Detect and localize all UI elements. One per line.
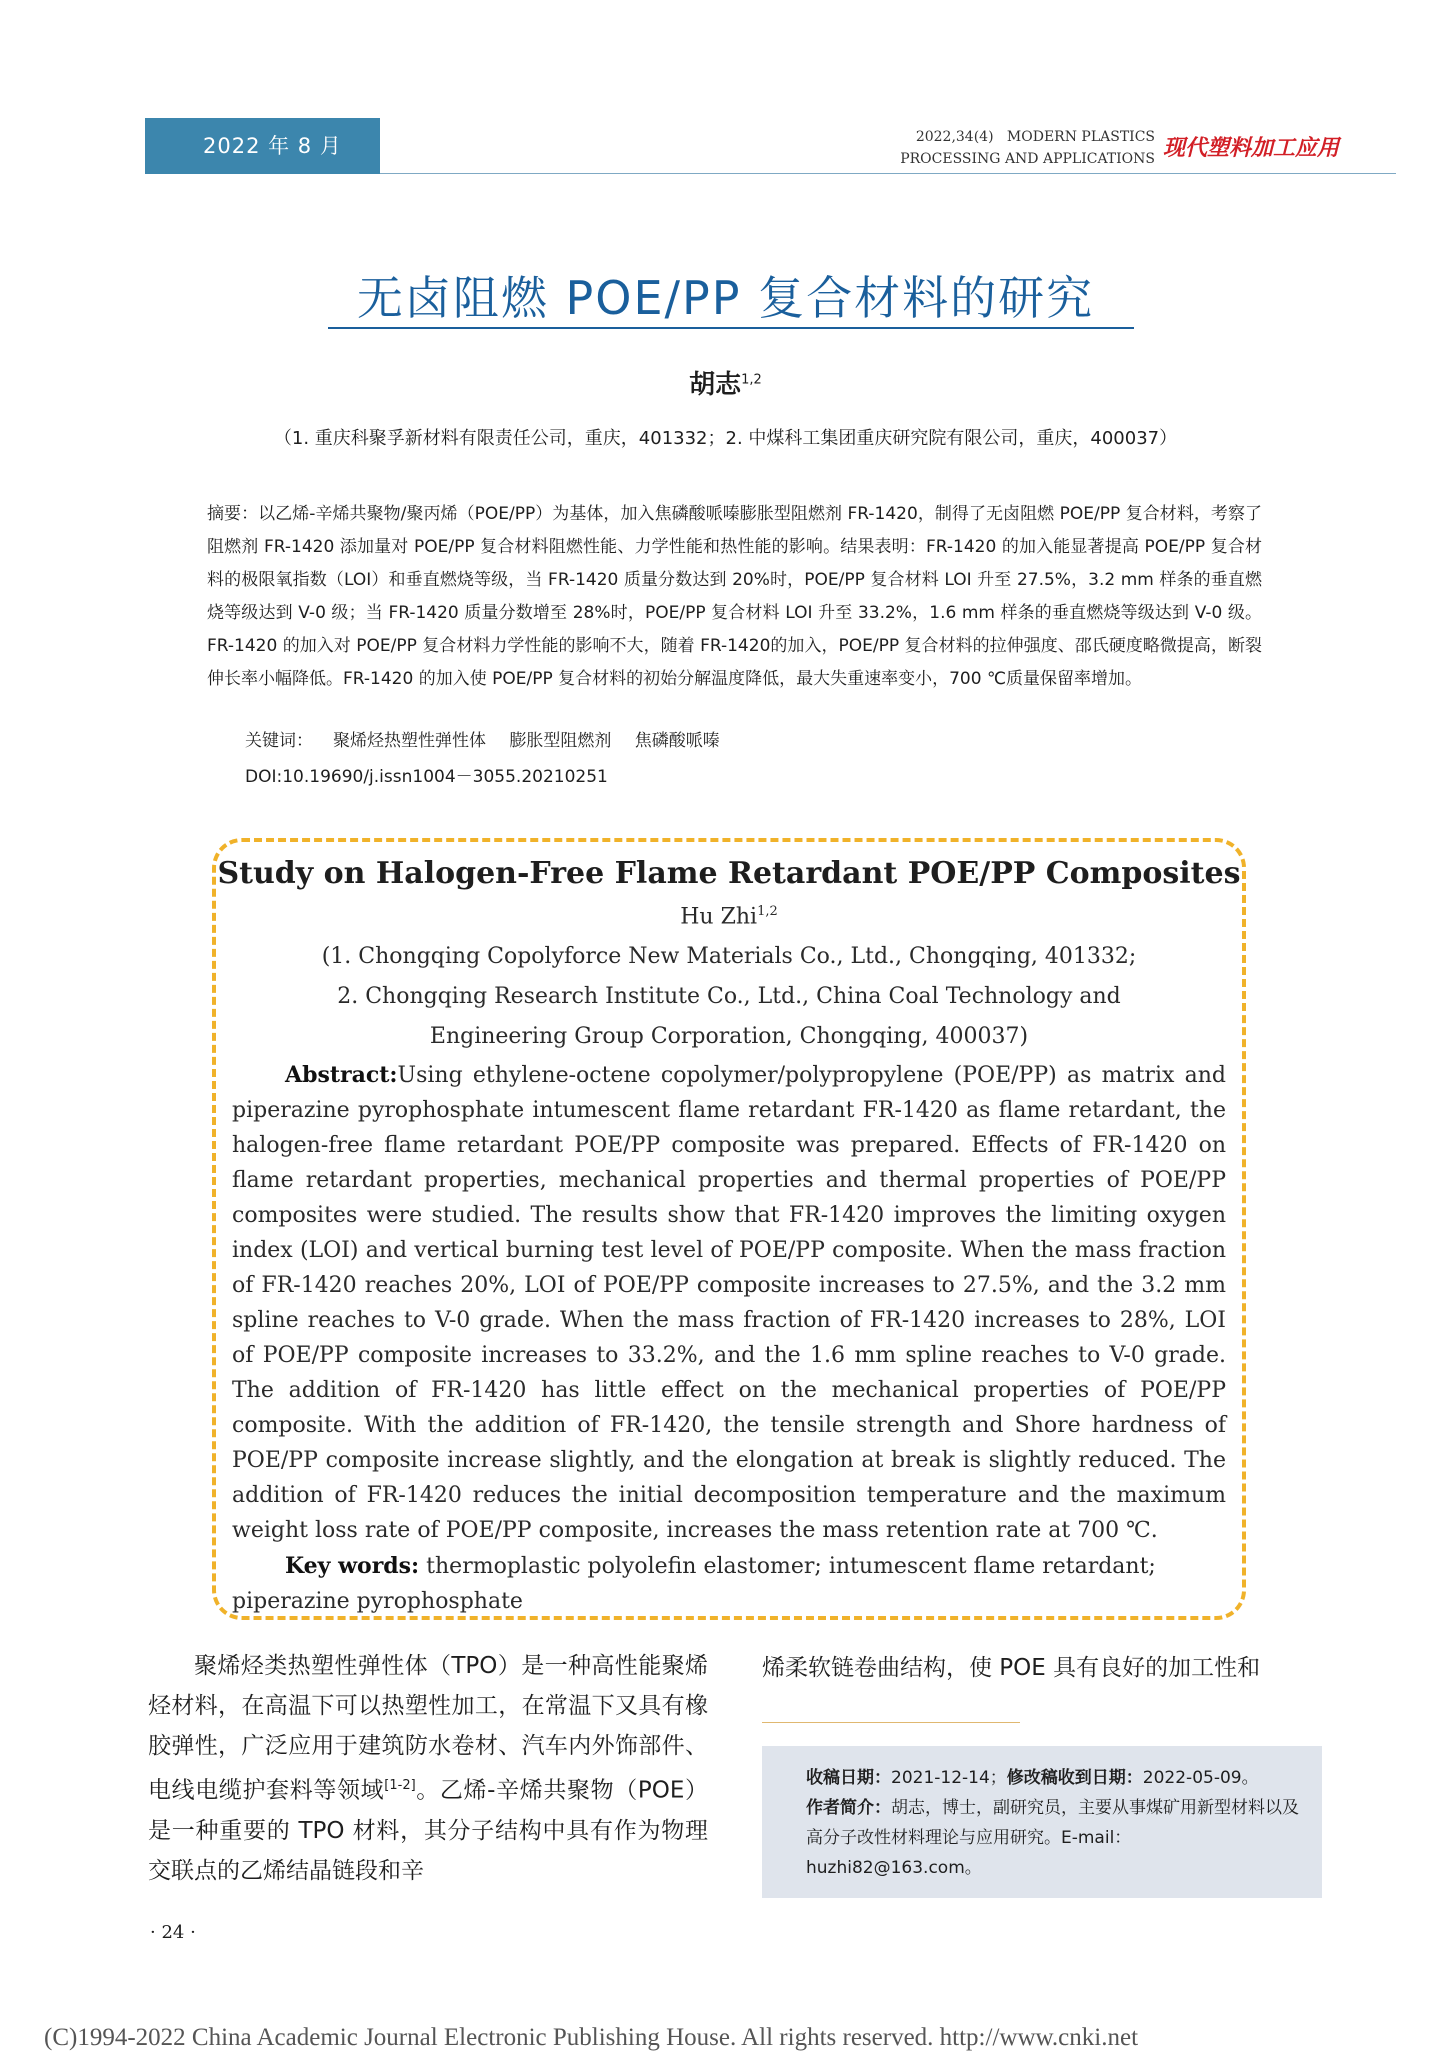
- en-author-name: Hu Zhi: [680, 904, 758, 930]
- journal-volume: 2022,34(4): [915, 129, 994, 145]
- en-title: Study on Halogen-Free Flame Retardant POE/PP Composites: [217, 856, 1241, 891]
- received-label: 收稿日期：: [806, 1768, 891, 1788]
- paper-title: 无卤阻燃 POE/PP 复合材料的研究: [356, 271, 1095, 325]
- author-sup: 1,2: [741, 372, 762, 388]
- cn-keywords-label: 关键词：: [245, 731, 313, 751]
- cn-abstract-text: 以乙烯-辛烯共聚物/聚丙烯（POE/PP）为基体，加入焦磷酸哌嗪膨胀型阻燃剂 FR-1420，制得了无卤阻燃 POE/PP 复合材料，考察了阻燃剂 FR-1420 添加量对 POE/PP 复合材料阻燃性能、力学性能和热性能的影响。结果表明：FR-1420 的加入能显著提高 POE/PP 复合材料的极限氧指数（LOI）和垂直燃烧等级，当 FR-1420 质量分数达到 20%时，POE/PP 复合材料 LOI 升至 27.5%，3.2 mm 样条的垂直燃烧等级达到 V-0 级；当 FR-1420 质量分数增至 28%时，POE/PP 复合材料 LOI 升至 33.2%，1.6 mm 样条的垂直燃烧等级达到 V-0 级。FR-1420 的加入对 POE/PP 复合材料力学性能的影响不大，随着 FR-1420的加入，POE/PP 复合材料的拉伸强度、邵氏硬度略微提高，断裂伸长率小幅降低。FR-1420 的加入使 POE/PP 复合材料的初始分解温度降低，最大失重速率变小，700 ℃质量保留率增加。: [207, 504, 1262, 689]
- revised-label: 修改稿收到日期：: [1006, 1768, 1143, 1788]
- title-underline: [328, 327, 1134, 329]
- en-author-sup: 1,2: [757, 904, 778, 919]
- footnote-rule: [762, 1722, 1020, 1723]
- bio-line: [806, 1793, 1306, 1883]
- en-affiliation-line2: 2. Chongqing Research Institute Co., Ltd., China Coal Technology and: [337, 984, 1121, 1009]
- en-abstract-label: Abstract:: [285, 1062, 398, 1088]
- en-author: [212, 904, 1246, 929]
- en-abstract: [232, 1058, 1226, 1548]
- journal-logo: 现代塑料加工应用: [1163, 135, 1340, 161]
- body-left-text-2: 。乙烯-辛烯共聚物（POE）是一种重要的 TPO 材料，其分子结构中具有作为物理交联点的乙烯结晶链段和辛: [148, 1777, 709, 1884]
- author-name: 胡志: [689, 370, 742, 400]
- body-left-text-1: 聚烯烃类热塑性弹性体（TPO）是一种高性能聚烯烃材料，在高温下可以热塑性加工，在常温下又具有橡胶弹性，广泛应用于建筑防水卷材、汽车内外饰部件、电线电缆护套料等领域: [148, 1653, 708, 1804]
- cn-abstract-label: 摘要：: [207, 504, 259, 524]
- journal-name-line2: PROCESSING AND APPLICATIONS: [900, 151, 1155, 167]
- issue-date: 2022 年 8 月: [145, 118, 380, 174]
- body-column-right: 烯柔软链卷曲结构，使 POE 具有良好的加工性和: [762, 1655, 1261, 1681]
- received-line: [806, 1763, 1306, 1793]
- bio-label: 作者简介：: [806, 1798, 891, 1818]
- header-rule: [380, 173, 1396, 174]
- journal-name-line1: MODERN PLASTICS: [1006, 129, 1155, 145]
- en-abstract-text: Using ethylene-octene copolymer/polypropylene (POE/PP) as matrix and piperazine pyrophosphate intumescent flame retardant FR-1420 as flame retardant, the halogen-free flame retardant POE/PP composite was prepared. Effects of FR-1420 on flame retardant properties, mechanical properties and thermal properties of POE/PP composites were studied. The results show that FR-1420 improves the limiting oxygen index (LOI) and vertical burning test level of POE/PP composite. When the mass fraction of FR-1420 reaches 20%, LOI of POE/PP composite increases to 27.5%, and the 3.2 mm spline reaches to V-0 grade. When the mass fraction of FR-1420 increases to 28%, LOI of POE/PP composite increases to 33.2%, and the 1.6 mm spline reaches to V-0 grade. The addition of FR-1420 has little effect on the mechanical properties of POE/PP composite. With the addition of FR-1420, the tensile strength and Shore hardness of POE/PP composite increase slightly, and the elongation at break is slightly reduced. The addition of FR-1420 reduces the initial decomposition temperature and the maximum weight loss rate of POE/PP composite, increases the mass retention rate at 700 ℃.: [232, 1063, 1226, 1543]
- en-affiliation-line1: (1. Chongqing Copolyforce New Materials Co., Ltd., Chongqing, 401332;: [321, 944, 1137, 969]
- bio-text: 胡志，博士，副研究员，主要从事煤矿用新型材料以及高分子改性材料理论与应用研究。E-mail：huzhi82@163.com。: [806, 1798, 1299, 1878]
- cn-abstract: [207, 498, 1262, 696]
- journal-meta: [890, 126, 1155, 170]
- en-keywords-label: Key words:: [285, 1553, 420, 1579]
- cn-keywords: [245, 726, 1245, 751]
- copyright-notice: (C)1994-2022 China Academic Journal Electronic Publishing House. All rights reserved. http://www.cnki.net: [44, 2024, 1139, 2051]
- en-keywords: [232, 1549, 1226, 1619]
- received-date: 2021-12-14；: [891, 1768, 1007, 1788]
- footnote-text: [806, 1763, 1306, 1883]
- en-keywords-value: thermoplastic polyolefin elastomer; intumescent flame retardant; piperazine pyrophosphate: [232, 1554, 1156, 1614]
- cn-keywords-value: 聚烯烃热塑性弹性体 膨胀型阻燃剂 焦磷酸哌嗪: [333, 731, 720, 751]
- author: [0, 364, 1451, 401]
- affiliation: （1. 重庆科聚孚新材料有限责任公司，重庆，401332；2. 中煤科工集团重庆研究院有限公司，重庆，400037）: [273, 428, 1178, 449]
- body-column-left: [148, 1646, 708, 1891]
- doi[interactable]: DOI:10.19690/j.issn1004－3055.20210251: [245, 767, 608, 787]
- en-affiliation-line3: Engineering Group Corporation, Chongqing, 400037): [429, 1024, 1029, 1049]
- page-number: · 24 ·: [150, 1922, 196, 1943]
- citation[interactable]: [1-2]: [384, 1778, 416, 1793]
- revised-date: 2022-05-09。: [1142, 1768, 1259, 1788]
